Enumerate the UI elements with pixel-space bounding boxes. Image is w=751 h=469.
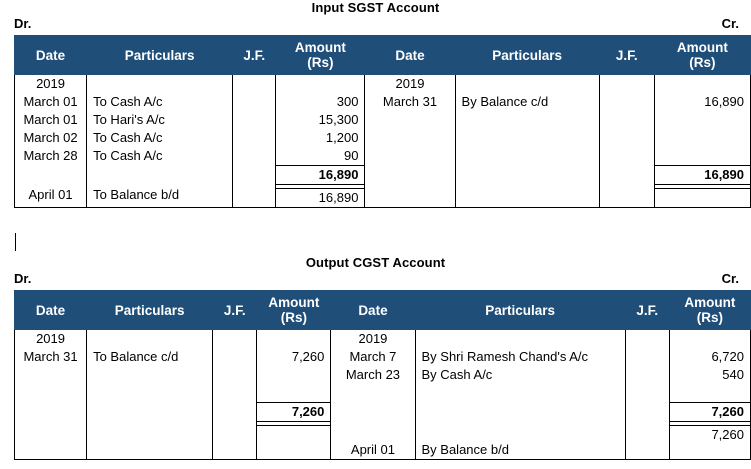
ledger-title: Output CGST Account [305,255,446,270]
debit-jf-column [213,330,257,460]
credit-entry-amount: 16,890 [704,94,744,109]
table-body-row [15,75,751,208]
credit-carryforward-amount [655,189,750,207]
column-header-jf-debit: J.F. [233,36,276,75]
ledger-title: Input SGST Account [311,0,440,15]
column-header-amount-debit: Amount (Rs) [257,291,331,330]
credit-date-column [331,330,415,460]
credit-entry-date: March 31 [382,94,438,109]
credit-label: Cr. [721,271,739,286]
spacer-line [257,366,330,384]
ledger-block-input-sgst [0,0,751,208]
credit-amount-column [669,330,750,460]
spacer-line [626,402,669,420]
spacer-line [670,330,750,348]
debit-particulars-column [87,75,233,208]
credit-date-column [365,75,455,208]
spacer-line [416,384,625,402]
debit-entry-date: March 01 [23,112,78,127]
spacer-line [456,147,599,165]
spacer-line [365,165,454,183]
margin-tick-mark [15,233,16,251]
spacer-line [365,147,454,165]
debit-amount-column [257,330,331,460]
debit-entry-particulars: To Balance c/d [93,349,179,364]
credit-jf-column [599,75,654,208]
credit-total-amount: 16,890 [655,165,750,185]
credit-carryforward-jf [600,186,654,204]
spacer-line [15,384,86,402]
spacer-line [655,129,750,147]
debit-total-amount: 7,260 [257,402,330,422]
spacer-line [365,111,454,129]
column-header-jf-credit: J.F. [599,36,654,75]
column-header-particulars-credit: Particulars [455,36,599,75]
credit-particulars-column [415,330,625,460]
spacer-line [233,75,275,93]
spacer-line [15,366,86,384]
ledger-table [14,290,751,460]
credit-entry-date: March 23 [345,367,401,382]
debit-credit-labels [0,16,751,35]
table-body-row [15,330,751,460]
spacer-line [626,384,669,402]
debit-carryforward-particulars [87,441,212,459]
spacer-line [456,165,599,183]
debit-entry-date: March 31 [23,349,78,364]
debit-entry-amount: 1,200 [325,130,359,145]
spacer-line [456,129,599,147]
debit-date-column [15,330,87,460]
debit-entry-amount: 7,260 [291,349,325,364]
spacer-line [213,330,256,348]
column-header-jf-credit: J.F. [625,291,669,330]
debit-entry-particulars: To Cash A/c [93,148,163,163]
spacer-line [15,420,86,438]
table-header-row [15,291,751,330]
credit-year: 2019 [358,331,388,346]
credit-entry-amount: 6,720 [711,349,744,364]
spacer-line [416,330,625,348]
debit-entry-amount: 15,300 [318,112,359,127]
debit-entry-particulars: To Hari's A/c [93,112,165,127]
debit-amount-column [276,75,365,208]
debit-particulars-column [87,330,213,460]
spacer-line [655,75,750,93]
credit-label: Cr. [721,16,739,31]
spacer-line [670,384,750,402]
column-header-date-credit: Date [365,36,455,75]
debit-carryforward-date [15,441,86,459]
column-header-date-credit: Date [331,291,415,330]
spacer-line [365,129,454,147]
spacer-line [655,111,750,129]
spacer-line [15,402,86,420]
spacer-line [257,330,330,348]
spacer-line [87,420,212,438]
spacer-line [87,384,212,402]
debit-entry-jf [213,348,256,366]
debit-year: 2019 [36,331,65,346]
debit-carryforward-amount [257,426,330,444]
spacer-line [655,147,750,165]
spacer-line [600,165,654,183]
debit-label: Dr. [14,16,32,31]
credit-carryforward-date [365,186,454,204]
debit-entry-date: March 02 [23,130,78,145]
debit-carryforward-date: April 01 [28,187,73,202]
debit-label: Dr. [14,271,32,286]
debit-carryforward-particulars: To Balance b/d [93,187,180,202]
column-header-date-debit: Date [15,36,87,75]
credit-jf-column [625,330,669,460]
credit-particulars-column [455,75,599,208]
credit-entry-jf [626,348,669,366]
column-header-particulars-debit: Particulars [87,291,213,330]
debit-carryforward-jf [233,186,275,204]
spacer-line [626,420,669,438]
debit-entry-amount: 300 [336,94,359,109]
debit-credit-labels [0,271,751,290]
spacer-line [331,420,414,438]
spacer-line [87,366,212,384]
spacer-line [213,420,256,438]
column-header-amount-credit: Amount (Rs) [669,291,750,330]
table-header-row [15,36,751,75]
spacer-line [87,402,212,420]
ledger-table [14,35,751,208]
spacer-line [87,75,232,93]
column-header-date-debit: Date [15,291,87,330]
debit-carryforward-amount: 16,890 [318,190,359,205]
debit-carryforward-jf [213,441,256,459]
debit-entry-jf [233,147,275,165]
debit-entry-particulars: To Cash A/c [93,94,163,109]
credit-entry-date: March 7 [349,349,397,364]
spacer-line [456,75,599,93]
spacer-line [233,165,275,183]
credit-total-amount: 7,260 [670,402,750,422]
spacer-line [87,330,212,348]
debit-date-column [15,75,87,208]
credit-carryforward-jf [626,441,669,459]
debit-entry-jf [233,93,275,111]
debit-year: 2019 [36,76,65,91]
debit-entry-amount: 90 [343,148,359,163]
spacer-line [213,384,256,402]
column-header-particulars-credit: Particulars [415,291,625,330]
spacer-line [416,402,625,420]
spacer-line [600,147,654,165]
spacer-line [331,402,414,420]
spacer-line [213,402,256,420]
ledger-block-output-cgst [0,255,751,460]
credit-entry-particulars: By Shri Ramesh Chand's A/c [421,349,588,364]
credit-carryforward-particulars [456,186,599,204]
credit-amount-column [654,75,750,208]
column-header-particulars-debit: Particulars [87,36,233,75]
spacer-line [600,111,654,129]
spacer-line [276,75,364,93]
spacer-line [213,366,256,384]
column-header-amount-credit: Amount (Rs) [654,36,750,75]
spacer-line [87,165,232,183]
debit-entry-date: March 01 [23,94,78,109]
credit-carryforward-date: April 01 [350,442,395,457]
spacer-line [626,330,669,348]
column-header-amount-debit: Amount (Rs) [276,36,365,75]
debit-entry-particulars: To Cash A/c [93,130,163,145]
spacer-line [456,111,599,129]
spacer-line [331,384,414,402]
credit-entry-particulars: By Cash A/c [421,367,493,382]
credit-entry-jf [626,366,669,384]
spacer-line [416,420,625,438]
credit-carryforward-particulars: By Balance b/d [421,442,509,457]
spacer-line [600,129,654,147]
credit-year: 2019 [395,76,425,91]
debit-entry-date: March 28 [23,148,78,163]
credit-entry-particulars: By Balance c/d [461,94,549,109]
debit-jf-column [233,75,276,208]
credit-entry-amount: 540 [722,367,744,382]
credit-entry-jf [600,93,654,111]
column-header-jf-debit: J.F. [213,291,257,330]
spacer-line [15,165,86,183]
debit-entry-jf [233,111,275,129]
debit-total-amount: 16,890 [276,165,364,185]
debit-entry-jf [233,129,275,147]
credit-carryforward-amount: 7,260 [711,427,744,442]
spacer-line [600,75,654,93]
spacer-line [257,384,330,402]
